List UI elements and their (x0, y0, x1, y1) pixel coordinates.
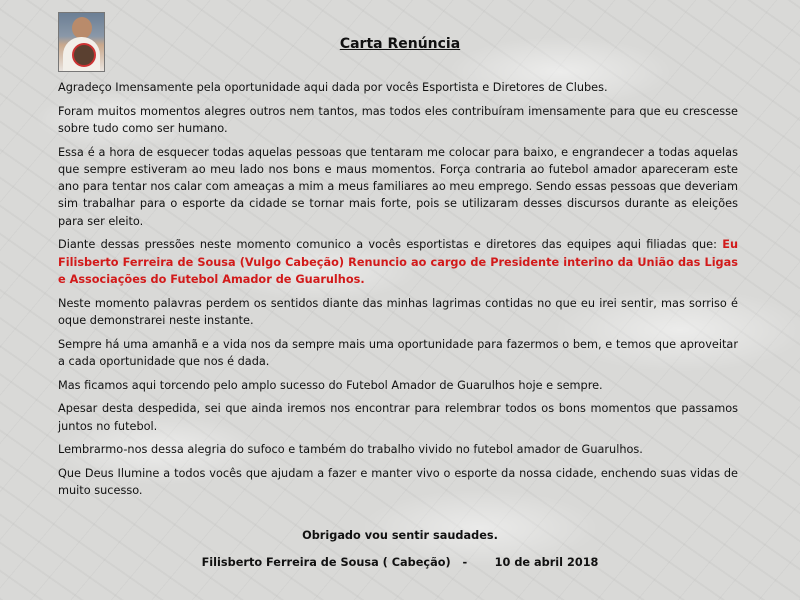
paragraph-4-intro: Diante dessas pressões neste momento comunico a vocês esportistas e diretores das equipes aqui filiadas que: (58, 238, 723, 252)
paragraph-10: Que Deus Ilumine a todos vocês que ajudam a fazer e manter vivo o esporte da nossa cidade, enchendo suas vidas de muito sucesso. (58, 467, 738, 498)
paragraph-2: Foram muitos momentos alegres outros nem tantos, mas todos eles contribuíram imensamente para que eu crescesse sobre tudo como ser humano. (58, 104, 738, 135)
signature-line: Filisberto Ferreira de Sousa ( Cabeção) - 10 de abril 2018 (201, 556, 599, 569)
paragraph-1: Agradeço Imensamente pela oportunidade aqui dada por vocês Esportista e Diretores de Clubes. (58, 81, 608, 94)
paragraph-8: Apesar desta despedida, sei que ainda iremos nos encontrar para relembrar todos os bons momentos que passamos juntos no futebol. (58, 402, 738, 433)
paragraph-5: Neste momento palavras perdem os sentidos diante das minhas lagrimas contidas no que eu irei sentir, mas sorriso é oque demonstrarei neste instante. (58, 296, 738, 327)
letter-title: Carta Renúncia (339, 36, 461, 52)
paragraph-6: Sempre há uma amanhã e a vida nos da sempre mais uma oportunidade para fazermos o bem, e temos que aproveitar a cada oportunidade que nos é dada. (58, 337, 738, 368)
paragraph-4 (58, 236, 738, 288)
paragraph-9: Lembrarmo-nos dessa alegria do sufoco e também do trabalho vivido no futebol amador de Guarulhos. (58, 443, 643, 457)
letter-body (58, 79, 738, 506)
closing-line: Obrigado vou sentir saudades. (302, 529, 498, 542)
paragraph-3: Essa é a hora de esquecer todas aquelas pessoas que tentaram me colocar para baixo, e engrandecer a todas aquelas que sempre estiveram ao meu lado nos bons e maus momentos. Força contraria ao futebol amador apareceram este ano para tentar nos calar com ameaças a mim a meus familiares ao meu emprego. Sendo essas pessoas que deveriam sim trabalhar para o esporte da cidade se tornar mais forte, pois se utilizaram desses discursos durante as eleições para ser eleito. (58, 145, 738, 228)
resignation-statement: Eu Filisberto Ferreira de Sousa (Vulgo Cabeção) Renuncio ao cargo de Presidente interino da União das Ligas e Associações do Futebol Amador de Guarulhos. (58, 238, 738, 286)
paragraph-7: Mas ficamos aqui torcendo pelo amplo sucesso do Futebol Amador de Guarulhos hoje e sempre. (58, 378, 603, 392)
